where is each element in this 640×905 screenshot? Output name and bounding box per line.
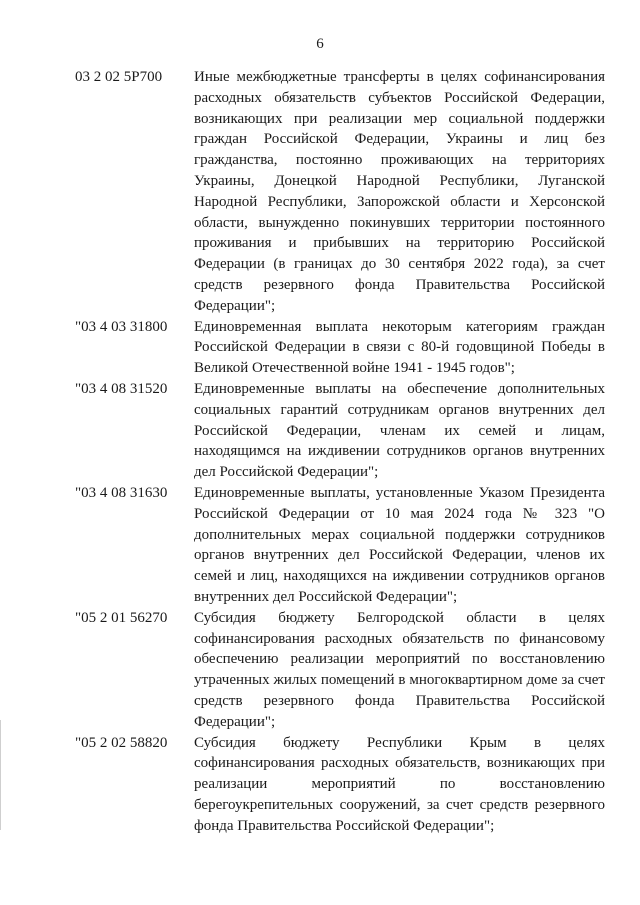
page-number: 6 <box>316 36 324 52</box>
budget-code-list <box>75 67 605 836</box>
list-item <box>75 67 605 317</box>
budget-code: "05 2 02 58820 <box>75 734 168 751</box>
budget-code: "03 4 08 31520 <box>75 380 168 397</box>
budget-description: Единовременная выплата некоторым категориям граждан Российской Федерации в связи с 80-й годовщиной Победы в Великой Отечественной войне 1941 - 1945 годов"; <box>194 318 605 377</box>
list-item <box>75 733 605 837</box>
budget-description: Единовременные выплаты на обеспечение дополнительных социальных гарантий сотрудникам органов внутренних дел Российской Федерации, членам их семей и лицам, находящимся на иждивении сотрудников органов внутренних дел Российской Федерации"; <box>194 380 605 481</box>
list-item <box>75 608 605 733</box>
list-item <box>75 317 605 379</box>
budget-code: "03 4 08 31630 <box>75 484 168 501</box>
budget-description: Субсидия бюджету Белгородской области в целях софинансирования расходных обязательств по финансовому обеспечению реализации мероприятий по восстановлению утраченных жилых помещений в многоквартирном доме за счет средств резервного фонда Правительства Российской Федерации"; <box>194 609 605 730</box>
budget-description: Субсидия бюджету Республики Крым в целях софинансирования расходных обязательств, возникающих при реализации мероприятий по восстановлению берегоукрепительных сооружений, за счет средств резервного фонда Правительства Российской Федерации"; <box>194 734 605 834</box>
budget-code: 03 2 02 5Р700 <box>75 69 163 85</box>
budget-description: Единовременные выплаты, установленные Указом Президента Российской Федерации от 10 мая 2024 года № 323 "О дополнительных мерах социальной поддержки сотрудников органов внутренних дел Российской Федерации, членов их семей и лиц, находящихся на иждивении сотрудников органов внутренних дел Российской Федерации"; <box>194 484 605 605</box>
budget-description: Иные межбюджетные трансферты в целях софинансирования расходных обязательств субъектов Российской Федерации, возникающих при реализации мер социальной поддержки граждан Российской Федерации, Украины и лиц без гражданства, постоянно проживающих на территориях Украины, Донецкой Народной Республики, Луганской Народной Республики, Запорожской области и Херсонской области, вынужденно покинувших территории постоянного проживания и прибывших на территорию Российской Федерации (в границах до 30 сентября 2022 года), за счет средств резервного фонда Правительства Российской Федерации"; <box>194 69 605 314</box>
scan-edge-mark <box>0 720 1 830</box>
budget-code: "03 4 03 31800 <box>75 318 168 335</box>
budget-code: "05 2 01 56270 <box>75 609 168 626</box>
list-item <box>75 379 605 483</box>
list-item <box>75 483 605 608</box>
